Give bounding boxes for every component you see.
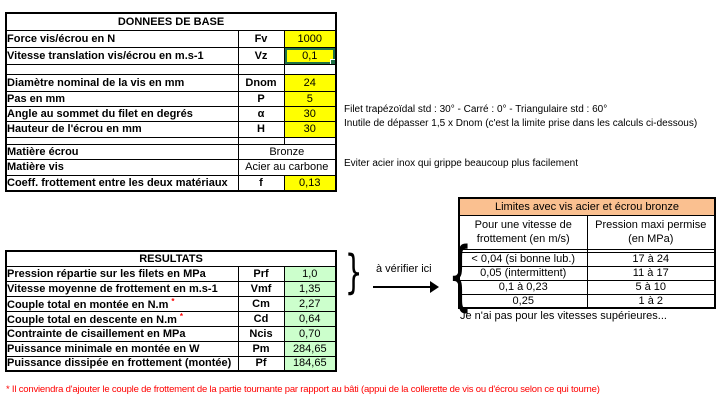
cell-label-prf[interactable]: Pression répartie sur les filets en MPa (6, 266, 238, 281)
cell-value-ncis[interactable]: 0,70 (284, 326, 336, 341)
note-avoid-stainless: Eviter acier inox qui grippe beaucoup plus facilement (344, 158, 579, 169)
cell-value-matiere-vis[interactable]: Acier au carbone (238, 159, 336, 175)
cell-value-matiere-ecrou[interactable]: Bronze (238, 144, 336, 159)
red-footnote: * Il conviendra d'ajouter le couple de frottement de la partie tournante par rapport au bâti (appui de la collerette de vis ou d'écrou selon ce qui tourne) (6, 384, 600, 395)
label-text: Couple total en montée en N.m (7, 298, 169, 311)
base-title-row (6, 13, 336, 30)
cell-label-pf[interactable]: Puissance dissipée en frottement (montée) (6, 356, 238, 371)
cell-empty[interactable] (284, 64, 336, 74)
cell-label-force[interactable]: Force vis/écrou en N (6, 30, 238, 47)
result-row-cd (6, 311, 336, 326)
cell-speed-1[interactable]: < 0,04 (si bonne lub.) (459, 252, 587, 266)
base-row-matiere-ecrou (6, 144, 336, 159)
cell-empty[interactable] (6, 64, 238, 74)
cell-value-pm[interactable]: 284,65 (284, 341, 336, 356)
arrow-right-icon (373, 281, 439, 293)
cell-symbol-alpha[interactable]: α (238, 106, 284, 121)
base-row-diametre (6, 74, 336, 91)
cell-label-angle[interactable]: Angle au sommet du filet en degrés (6, 106, 238, 121)
result-row-cm (6, 296, 336, 311)
cell-label-cm[interactable] (6, 296, 238, 311)
results-title-row (6, 251, 336, 266)
cell-label-cd[interactable] (6, 311, 238, 326)
cell-speed-2[interactable]: 0,05 (intermittent) (459, 266, 587, 280)
cell-empty[interactable] (6, 137, 238, 144)
limits-row-4 (459, 294, 715, 308)
cell-value-prf[interactable]: 1,0 (284, 266, 336, 281)
label-text: Couple total en descente en N.m (7, 313, 177, 326)
cell-empty[interactable] (238, 64, 284, 74)
result-row-pm (6, 341, 336, 356)
cell-value-cm[interactable]: 2,27 (284, 296, 336, 311)
cell-symbol-cm[interactable]: Cm (238, 296, 284, 311)
base-row-pas (6, 91, 336, 106)
base-row-coeff (6, 175, 336, 191)
cell-empty[interactable] (284, 137, 336, 144)
limits-row-2 (459, 266, 715, 280)
base-table-title: DONNEES DE BASE (6, 13, 336, 30)
base-row-angle (6, 106, 336, 121)
base-data-table (5, 12, 337, 192)
limits-row-3 (459, 280, 715, 294)
cell-value-vz-selected[interactable]: 0,1 (284, 47, 336, 64)
footnote-asterisk: * (171, 296, 175, 306)
closing-brace: } (344, 245, 363, 299)
result-row-pf (6, 356, 336, 371)
arrow-line (373, 286, 431, 288)
note-nut-height-limit: Inutile de dépasser 1,5 x Dnom (c'est la limite prise dans les calculs ci-dessous) (344, 118, 698, 129)
cell-symbol-p[interactable]: P (238, 91, 284, 106)
cell-value-h[interactable]: 30 (284, 121, 336, 137)
base-row-matiere-vis (6, 159, 336, 175)
cell-pressure-4[interactable]: 1 à 2 (587, 294, 715, 308)
results-table (5, 250, 337, 372)
cell-value-vmf[interactable]: 1,35 (284, 281, 336, 296)
cell-symbol-cd[interactable]: Cd (238, 311, 284, 326)
cell-label-diametre[interactable]: Diamètre nominal de la vis en mm (6, 74, 238, 91)
cell-symbol-prf[interactable]: Prf (238, 266, 284, 281)
cell-label-pm[interactable]: Puissance minimale en montée en W (6, 341, 238, 356)
cell-label-coeff[interactable]: Coeff. frottement entre les deux matériaux (6, 175, 238, 191)
result-row-vmf (6, 281, 336, 296)
cell-label-vitesse[interactable]: Vitesse translation vis/écrou en m.s-1 (6, 47, 238, 64)
cell-value-dnom[interactable]: 24 (284, 74, 336, 91)
limits-header-speed[interactable]: Pour une vitesse de frottement (en m/s) (459, 215, 587, 249)
limits-table-title: Limites avec vis acier et écrou bronze (459, 198, 715, 215)
limits-header-pressure[interactable]: Pression maxi permise (en MPa) (587, 215, 715, 249)
cell-symbol-pf[interactable]: Pf (238, 356, 284, 371)
limits-table (458, 197, 716, 309)
results-table-title: RESULTATS (6, 251, 336, 266)
cell-symbol-vz[interactable]: Vz (238, 47, 284, 64)
cell-label-matiere-vis[interactable]: Matière vis (6, 159, 238, 175)
footnote-asterisk: * (179, 311, 184, 321)
base-row-vitesse (6, 47, 336, 64)
cell-speed-4[interactable]: 0,25 (459, 294, 587, 308)
cell-value-f[interactable]: 0,13 (284, 175, 336, 191)
cell-label-matiere-ecrou[interactable]: Matière écrou (6, 144, 238, 159)
opening-brace: { (448, 230, 473, 319)
cell-label-hauteur[interactable]: Hauteur de l'écrou en mm (6, 121, 238, 137)
limits-footer-note: Je n'ai pas pour les vitesses supérieures... (460, 310, 667, 322)
cell-speed-3[interactable]: 0,1 à 0,23 (459, 280, 587, 294)
cell-value-alpha[interactable]: 30 (284, 106, 336, 121)
cell-label-ncis[interactable]: Contrainte de cisaillement en MPa (6, 326, 238, 341)
cell-symbol-vmf[interactable]: Vmf (238, 281, 284, 296)
cell-symbol-pm[interactable]: Pm (238, 341, 284, 356)
base-row-force (6, 30, 336, 47)
cell-value-pf[interactable]: 184,65 (284, 356, 336, 371)
base-spacer-row (6, 137, 336, 144)
cell-value-fv[interactable]: 1000 (284, 30, 336, 47)
cell-pressure-3[interactable]: 5 à 10 (587, 280, 715, 294)
limits-title-row (459, 198, 715, 215)
cell-symbol-fv[interactable]: Fv (238, 30, 284, 47)
note-thread-angles: Filet trapézoïdal std : 30° - Carré : 0° - Triangulaire std : 60° (344, 104, 608, 115)
base-row-hauteur (6, 121, 336, 137)
result-row-ncis (6, 326, 336, 341)
cell-symbol-h[interactable]: H (238, 121, 284, 137)
cell-pressure-1[interactable]: 17 à 24 (587, 252, 715, 266)
cell-value-p[interactable]: 5 (284, 91, 336, 106)
cell-symbol-ncis[interactable]: Ncis (238, 326, 284, 341)
fill-handle[interactable] (330, 59, 336, 65)
limits-header-row (459, 215, 715, 249)
base-spacer-row (6, 64, 336, 74)
cell-empty[interactable] (238, 137, 284, 144)
cell-label-pas[interactable]: Pas en mm (6, 91, 238, 106)
cell-value-cd[interactable]: 0,64 (284, 311, 336, 326)
verify-here-label: à vérifier ici (376, 263, 432, 275)
cell-symbol-f[interactable]: f (238, 175, 284, 191)
cell-pressure-2[interactable]: 11 à 17 (587, 266, 715, 280)
cell-label-vmf[interactable]: Vitesse moyenne de frottement en m.s-1 (6, 281, 238, 296)
limits-row-1 (459, 252, 715, 266)
cell-symbol-dnom[interactable]: Dnom (238, 74, 284, 91)
result-row-prf (6, 266, 336, 281)
arrow-head (430, 281, 439, 293)
